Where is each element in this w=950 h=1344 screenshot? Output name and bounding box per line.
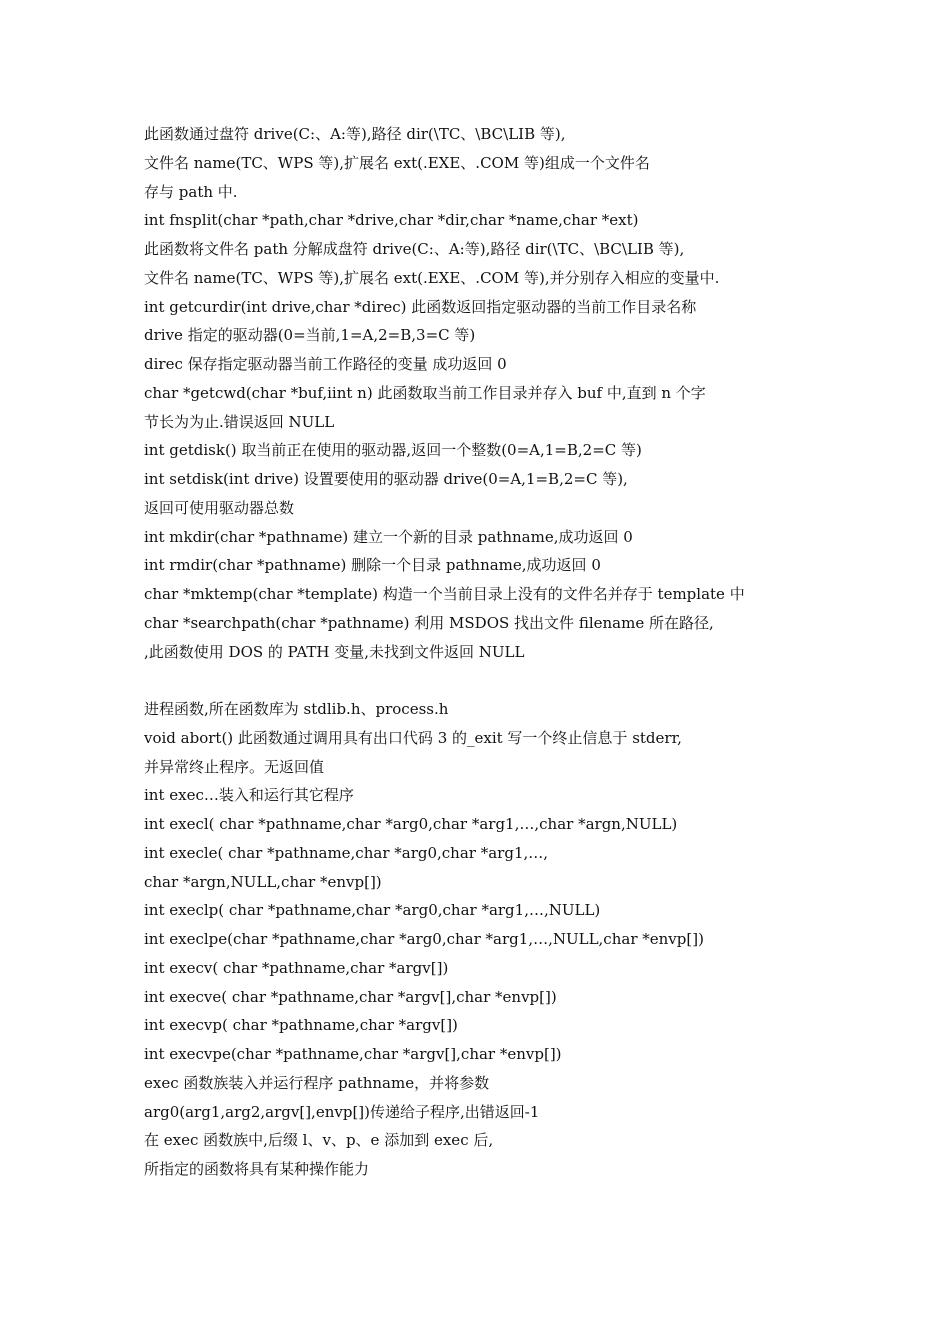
- text-line: int execvpe(char *pathname,char *argv[],char *envp[]): [144, 1045, 562, 1063]
- text-line: int execve( char *pathname,char *argv[],char *envp[]): [144, 987, 557, 1006]
- text-line: int execle( char *pathname,char *arg0,char *arg1,…,: [144, 843, 549, 862]
- text-line: int getcurdir(int drive,char *direc) 此函数返回指定驱动器的当前工作目录名称: [144, 297, 697, 316]
- text-line: char *searchpath(char *pathname) 利用 MSDOS 找出文件 filename 所在路径,: [144, 613, 714, 632]
- text-line: 此函数将文件名 path 分解成盘符 drive(C:、A:等),路径 dir(\TC、\BC\LIB 等),: [144, 240, 685, 258]
- text-line: 存与 path 中.: [144, 182, 238, 201]
- text-line: 在 exec 函数族中,后缀 l、v、p、e 添加到 exec 后,: [144, 1131, 494, 1150]
- text-line: char *mktemp(char *template) 构造一个当前目录上没有的文件名并存于 template 中: [144, 585, 745, 603]
- text-line: 返回可使用驱动器总数: [144, 498, 295, 517]
- text-line: int execv( char *pathname,char *argv[]): [144, 958, 449, 977]
- text-line: int rmdir(char *pathname) 删除一个目录 pathname,成功返回 0: [144, 556, 601, 575]
- text-line: ,此函数使用 DOS 的 PATH 变量,未找到文件返回 NULL: [144, 642, 525, 661]
- text-line: int setdisk(int drive) 设置要使用的驱动器 drive(0=A,1=B,2=C 等),: [144, 470, 628, 488]
- text-line: int exec…装入和运行其它程序: [144, 786, 354, 805]
- text-line: exec 函数族装入并运行程序 pathname，并将参数: [144, 1073, 490, 1092]
- blank-line: [144, 666, 824, 695]
- section-heading: 进程函数,所在函数库为 stdlib.h、process.h: [144, 700, 449, 718]
- text-line: int fnsplit(char *path,char *drive,char *dir,char *name,char *ext): [144, 211, 639, 230]
- text-line: char *getcwd(char *buf,iint n) 此函数取当前工作目录并存入 buf 中,直到 n 个字: [144, 383, 706, 402]
- text-line: int getdisk() 取当前正在使用的驱动器,返回一个整数(0=A,1=B,2=C 等): [144, 441, 642, 460]
- text-line: 文件名 name(TC、WPS 等),扩展名 ext(.EXE、.COM 等),并分别存入相应的变量中.: [144, 268, 720, 287]
- text-line: 文件名 name(TC、WPS 等),扩展名 ext(.EXE、.COM 等)组成一个文件名: [144, 153, 650, 172]
- text-line: char *argn,NULL,char *envp[]): [144, 872, 382, 891]
- text-line: arg0(arg1,arg2,argv[],envp[])传递给子程序,出错返回-1: [144, 1102, 540, 1121]
- text-line: 并异常终止程序。无返回值: [144, 757, 325, 776]
- text-line: int execl( char *pathname,char *arg0,char *arg1,…,char *argn,NULL): [144, 815, 678, 833]
- text-line: 此函数通过盘符 drive(C:、A:等),路径 dir(\TC、\BC\LIB 等),: [144, 125, 566, 143]
- text-line: 所指定的函数将具有某种操作能力: [144, 1160, 370, 1178]
- text-line: int execlpe(char *pathname,char *arg0,char *arg1,…,NULL,char *envp[]): [144, 930, 704, 948]
- text-line: int execvp( char *pathname,char *argv[]): [144, 1016, 458, 1035]
- text-line: direc 保存指定驱动器当前工作路径的变量 成功返回 0: [144, 355, 507, 373]
- text-line: int mkdir(char *pathname) 建立一个新的目录 pathname,成功返回 0: [144, 527, 633, 546]
- text-line: void abort() 此函数通过调用具有出口代码 3 的_exit 写一个终止信息于 stderr,: [144, 728, 682, 747]
- text-line: drive 指定的驱动器(0=当前,1=A,2=B,3=C 等): [144, 326, 476, 345]
- document-body: [144, 120, 824, 1184]
- text-line: int execlp( char *pathname,char *arg0,char *arg1,…,NULL): [144, 901, 601, 920]
- text-line: 节长为为止.错误返回 NULL: [144, 412, 335, 431]
